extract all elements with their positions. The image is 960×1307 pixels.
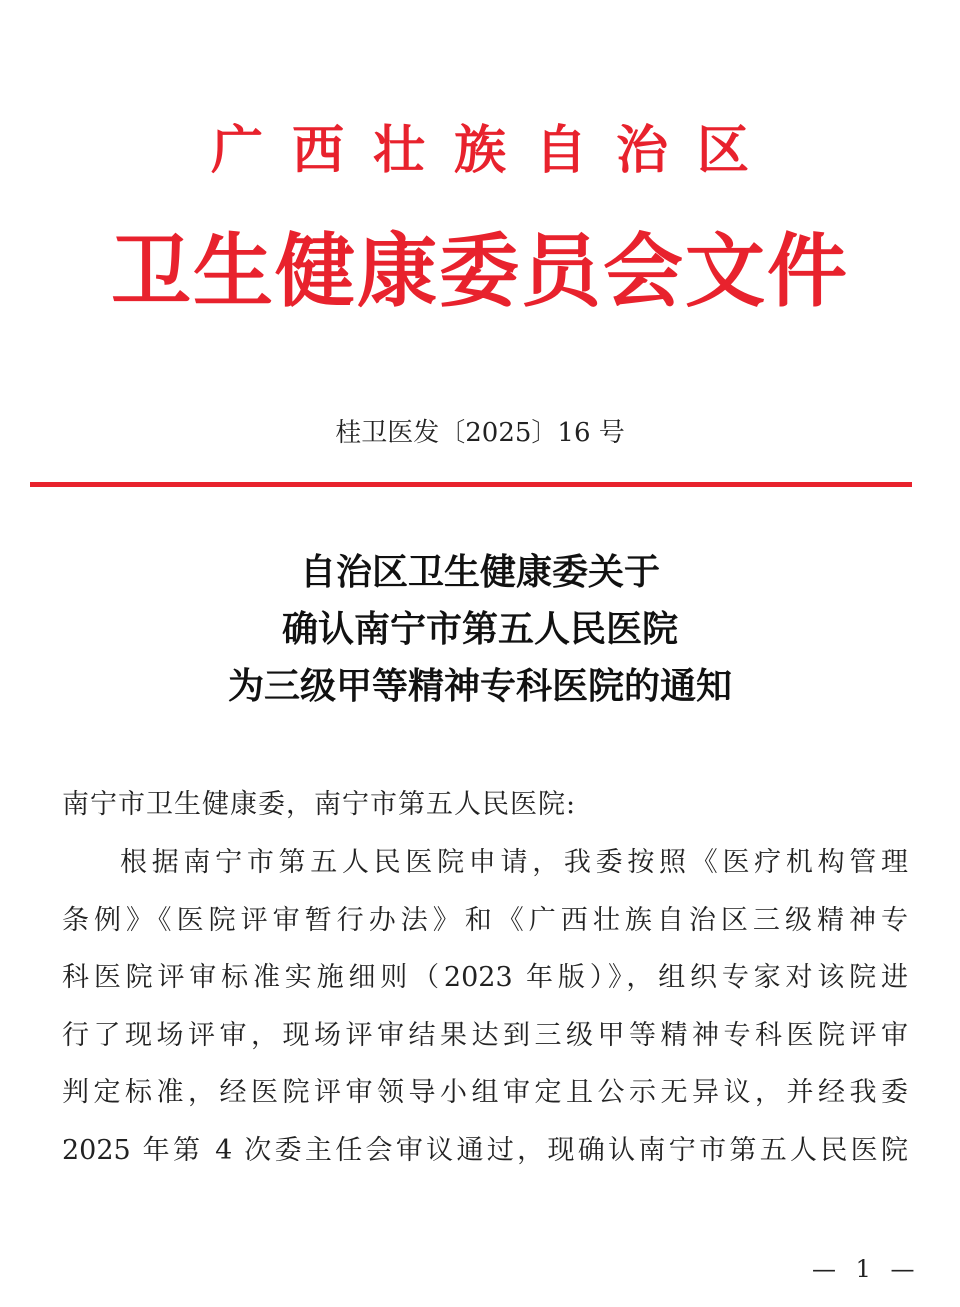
title-line-2: 确认南宁市第五人民医院	[281, 609, 678, 650]
body-line: 根据南宁市第五人民医院申请，我委按照《医疗机构管理	[120, 847, 908, 878]
body-line: 条例》《医院评审暂行办法》和《广西壮族自治区三级精神专	[62, 904, 908, 936]
body-paragraph	[62, 843, 908, 1188]
title-line-1: 自治区卫生健康委关于	[299, 552, 660, 593]
red-divider-rule	[30, 482, 912, 487]
body-line: 判定标准，经医院评审领导小组审定且公示无异议，并经我委	[62, 1077, 908, 1108]
document-number: 桂卫医发〔2025〕16 号	[335, 418, 625, 448]
body-line: 2025 年第 4 次委主任会审议通过，现确认南宁市第五人民医院	[62, 1134, 908, 1166]
body-line: 科医院评审标准实施细则（2023 年版）》，组织专家对该院进	[62, 962, 908, 993]
issuing-authority-region: 广西壮族自治区	[210, 121, 778, 181]
issuing-authority-name: 卫生健康委员会文件	[111, 225, 849, 318]
title-line-3: 为三级甲等精神专科医院的通知	[227, 666, 732, 707]
body-line: 行了现场评审，现场评审结果达到三级甲等精神专科医院评审	[62, 1019, 908, 1051]
page-number: — 1 —	[812, 1255, 921, 1283]
document-title	[0, 544, 960, 715]
salutation: 南宁市卫生健康委，南宁市第五人民医院:	[62, 789, 577, 820]
